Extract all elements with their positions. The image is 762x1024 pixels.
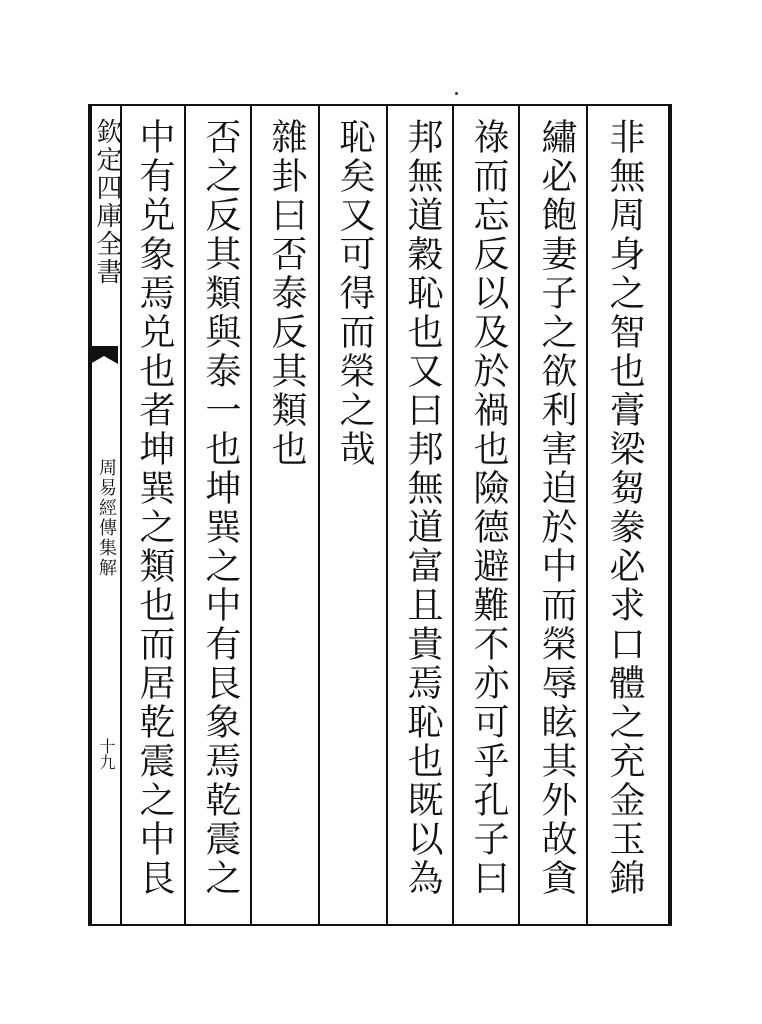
text-column-8: 中有兑象焉兑也者坤巽之類也而居乾震之中艮 [134,118,175,898]
fish-tail-mark [90,346,118,368]
collection-title: 欽定四庫全書 [92,118,122,286]
ink-speck [455,92,458,95]
text-column-1: 非無周身之智也膏梁芻豢必求口體之充金玉錦 [604,118,645,898]
book-title: 周易經傳集解 [96,458,117,578]
text-column-2: 繡必飽妻子之欲利害迫於中而榮辱眩其外故貪 [536,118,577,898]
text-column-4: 邦無道穀恥也又曰邦無道富且貴焉恥也既以為 [402,118,443,898]
page-number: 十九 [97,738,116,770]
text-column-6: 雜卦曰否泰反其類也 [266,118,307,469]
text-column-7: 否之反其類與泰一也坤巽之中有艮象焉乾震之 [200,118,241,898]
text-column-5: 恥矣又可得而榮之哉 [334,118,375,469]
text-column-3: 祿而忘反以及於禍也險德避難不亦可乎孔子曰 [468,118,509,898]
